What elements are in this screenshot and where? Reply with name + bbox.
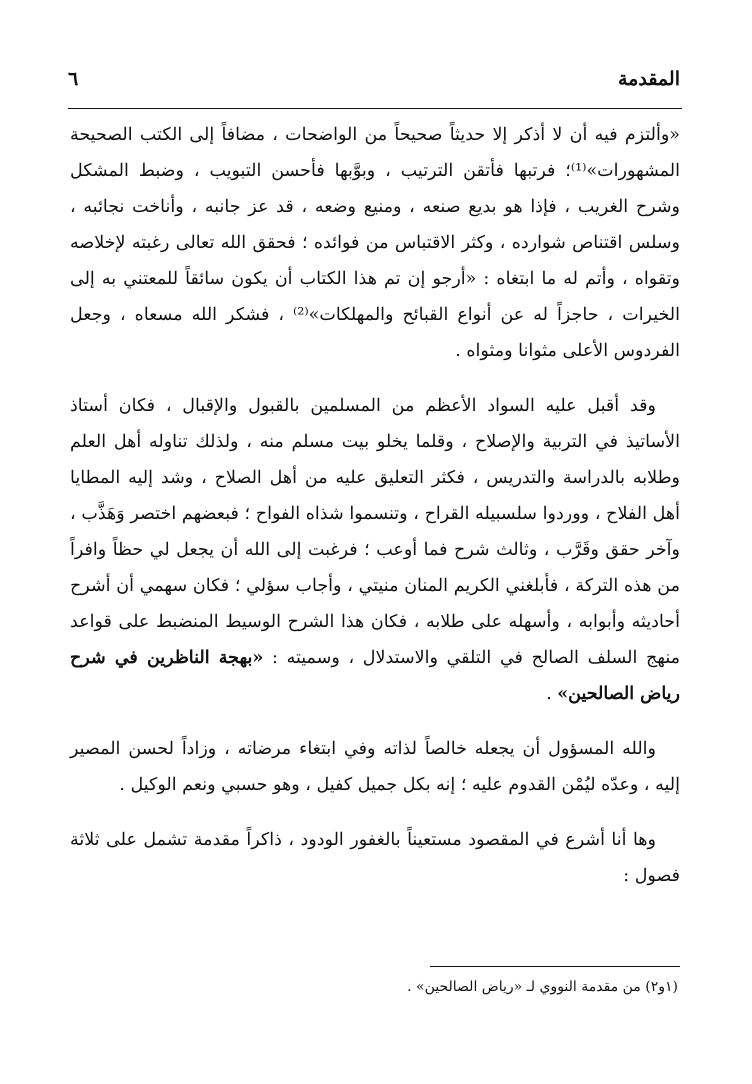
header-divider: [68, 108, 682, 109]
paragraph-2-text: وقد أقبل عليه السواد الأعظم من المسلمين بالقبول والإقبال ، فكان أستاذ الأساتيذ في التربية والإصلاح ، وقلما يخلو بيت مسلم منه ، ولذلك تناوله أهل العلم وطلابه بالدراسة والتدريس ، فكثر التعليق عليه من أهل الصلاح ، وشد إليه المطايا أهل الفلاح ، ووردوا سلسبيله القراح ، وتنسموا شذاه الفواح ؛ فبعضهم اختصر وَهَذَّب ، وآخر حقق وقَرَّب ، وثالث شرح فما أوعب ؛ فرغبت إلى الله أن يجعل لي حظاً وافراً من هذه التركة ، فأبلغني الكريم المنان منيتي ، وأجاب سؤلي ؛ فكان سهمي أن أشرح أحاديثه وأبوابه ، وأسهله على طلابه ، فكان هذا الشرح الوسيط المنضبط على قواعد منهج السلف الصالح في التلقي والاستدلال ، وسميته :: [70, 396, 681, 668]
paragraph-2-end: .: [546, 684, 558, 704]
footnote: (١و٢) من مقدمة النووي لـ «رياض الصالحين» .: [407, 979, 678, 995]
page-header: [68, 68, 680, 98]
paragraph-2: [70, 388, 680, 712]
paragraph-3: والله المسؤول أن يجعله خالصاً لذاته وفي ابتغاء مرضاته ، وزاداً لحسن المصير إليه ، وعدّه ليُمْن القدوم عليه ؛ إنه بكل جميل كفيل ، وهو حسبي ونعم الوكيل .: [70, 739, 680, 795]
page-number: ٦: [68, 68, 79, 90]
chapter-title: المقدمة: [617, 68, 680, 90]
body-text: [70, 117, 680, 913]
footnote-divider: [430, 966, 680, 967]
paragraph-1: «وألتزم فيه أن لا أذكر إلا حديثاً صحيحاً من الواضحات ، مضافاً إلى الكتب الصحيحة المشهورات»⁽¹⁾؛ فرتبها فأتقن الترتيب ، وبوَّبها فأحسن التبويب ، وضبط المشكل وشرح الغريب ، فإذا هو بديع صنعه ، ومنيع وضعه ، قد عز جانبه ، وأناخت نجائبه ، وسلس اقتناص شوارده ، وكثر الاقتباس من فوائده ؛ فحقق الله تعالى رغبته لإخلاصه وتقواه ، وأتم له ما ابتغاه : «أرجو إن تم هذا الكتاب أن يكون سائقاً للمعتني به إلى الخيرات ، حاجزاً له عن أنواع القبائح والمهلكات»⁽²⁾ ، فشكر الله مسعاه ، وجعل الفردوس الأعلى مثوانا ومثواه .: [70, 125, 680, 361]
paragraph-4: وها أنا أشرع في المقصود مستعيناً بالغفور الودود ، ذاكراً مقدمة تشمل على ثلاثة فصول :: [70, 830, 680, 886]
book-title: «بهجة الناظرين في شرح رياض الصالحين»: [70, 648, 680, 704]
